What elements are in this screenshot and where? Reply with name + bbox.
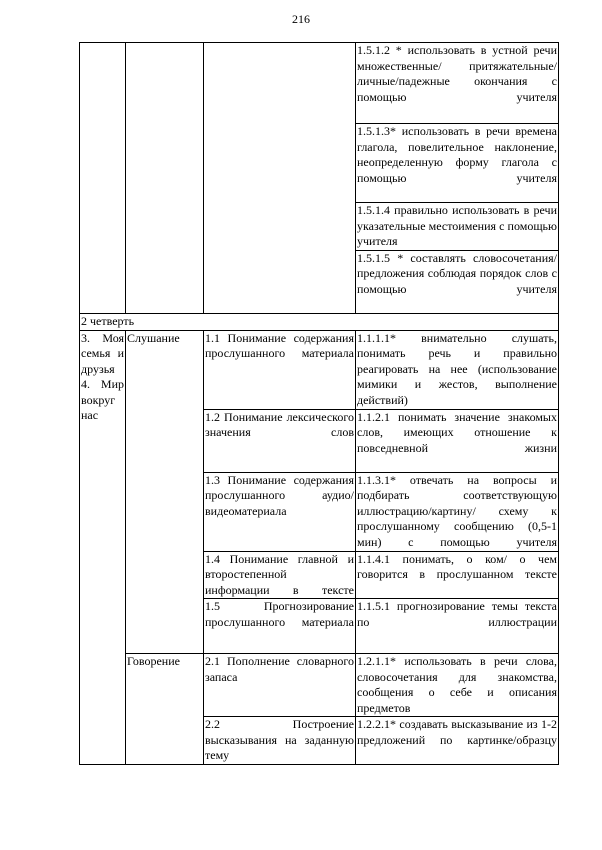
objective-cell: 1.1.4.1 понимать, о ком/ о чем говорится в прослушанном тексте [356,551,559,599]
subskill-cell: 2.1 Пополнение словарного запаса [204,654,356,717]
objective-cell: 1.5.1.2 * использовать в устной речи множественные/ притяжательные/личные/падежные окончания с помощью учителя [356,43,559,124]
subskill-cell-empty [204,43,356,314]
subskill-cell: 1.1 Понимание содержания прослушанного материала [204,330,356,409]
topic-cell: 3. Моя семья и друзья 4. Мир вокруг нас [80,330,126,764]
objective-cell: 1.5.1.5 * составлять словосочетания/ предложения соблюдая порядок слов с помощью учителя [356,250,559,313]
table-row [80,654,559,717]
subskill-cell: 2.2 Построение высказывания на заданную тему [205,717,354,762]
page-number: 216 [292,12,310,26]
subskill-cell: 1.2 Понимание лексического значения слов [204,409,356,472]
objective-cell: 1.2.1.1* использовать в речи слова, словосочетания для знакомства, сообщения о себе и описания предметов [357,654,557,715]
objective-cell: 1.1.1.1* внимательно слушать, понимать речь и правильно реагировать на нее (использование мимики и жестов, выполнение действий) [356,330,559,409]
quarter-row [80,313,559,330]
skill-cell: Слушание [126,330,204,654]
objective-cell: 1.1.5.1 прогнозирование темы текста по иллюстрации [356,599,559,654]
objective-cell: 1.2.2.1* создавать высказывание из 1-2 предложений по картинке/образцу [356,717,559,765]
table-row [80,330,559,409]
skill-cell-empty [126,43,204,314]
subskill-cell: 1.4 Понимание главной и второстепенной информации в тексте [205,551,354,597]
skill-cell: Говорение [126,654,204,765]
subskill-cell: 1.5 Прогнозирование прослушанного материала [204,599,356,654]
objective-cell: 1.1.2.1 понимать значение знакомых слов, имеющих отношение к повседневной жизни [356,409,559,472]
objective-cell: 1.1.3.1* отвечать на вопросы и подбирать соответствующую иллюстрацию/картину/ схему к прослушанному сообщению (0,5-1 мин) с помощью учителя [356,472,559,551]
quarter-label: 2 четверть [80,313,559,330]
objective-cell: 1.5.1.3* использовать в речи времена глагола, повелительное наклонение, неопределенную форму глагола с помощью учителя [356,124,559,203]
curriculum-table [79,42,559,765]
subskill-cell: 1.3 Понимание содержания прослушанного аудио/видеоматериала [204,472,356,551]
objective-cell: 1.5.1.4 правильно использовать в речи указательные местоимения с помощью учителя [357,203,557,248]
table-row [80,43,559,124]
topic-cell-empty [80,43,126,314]
